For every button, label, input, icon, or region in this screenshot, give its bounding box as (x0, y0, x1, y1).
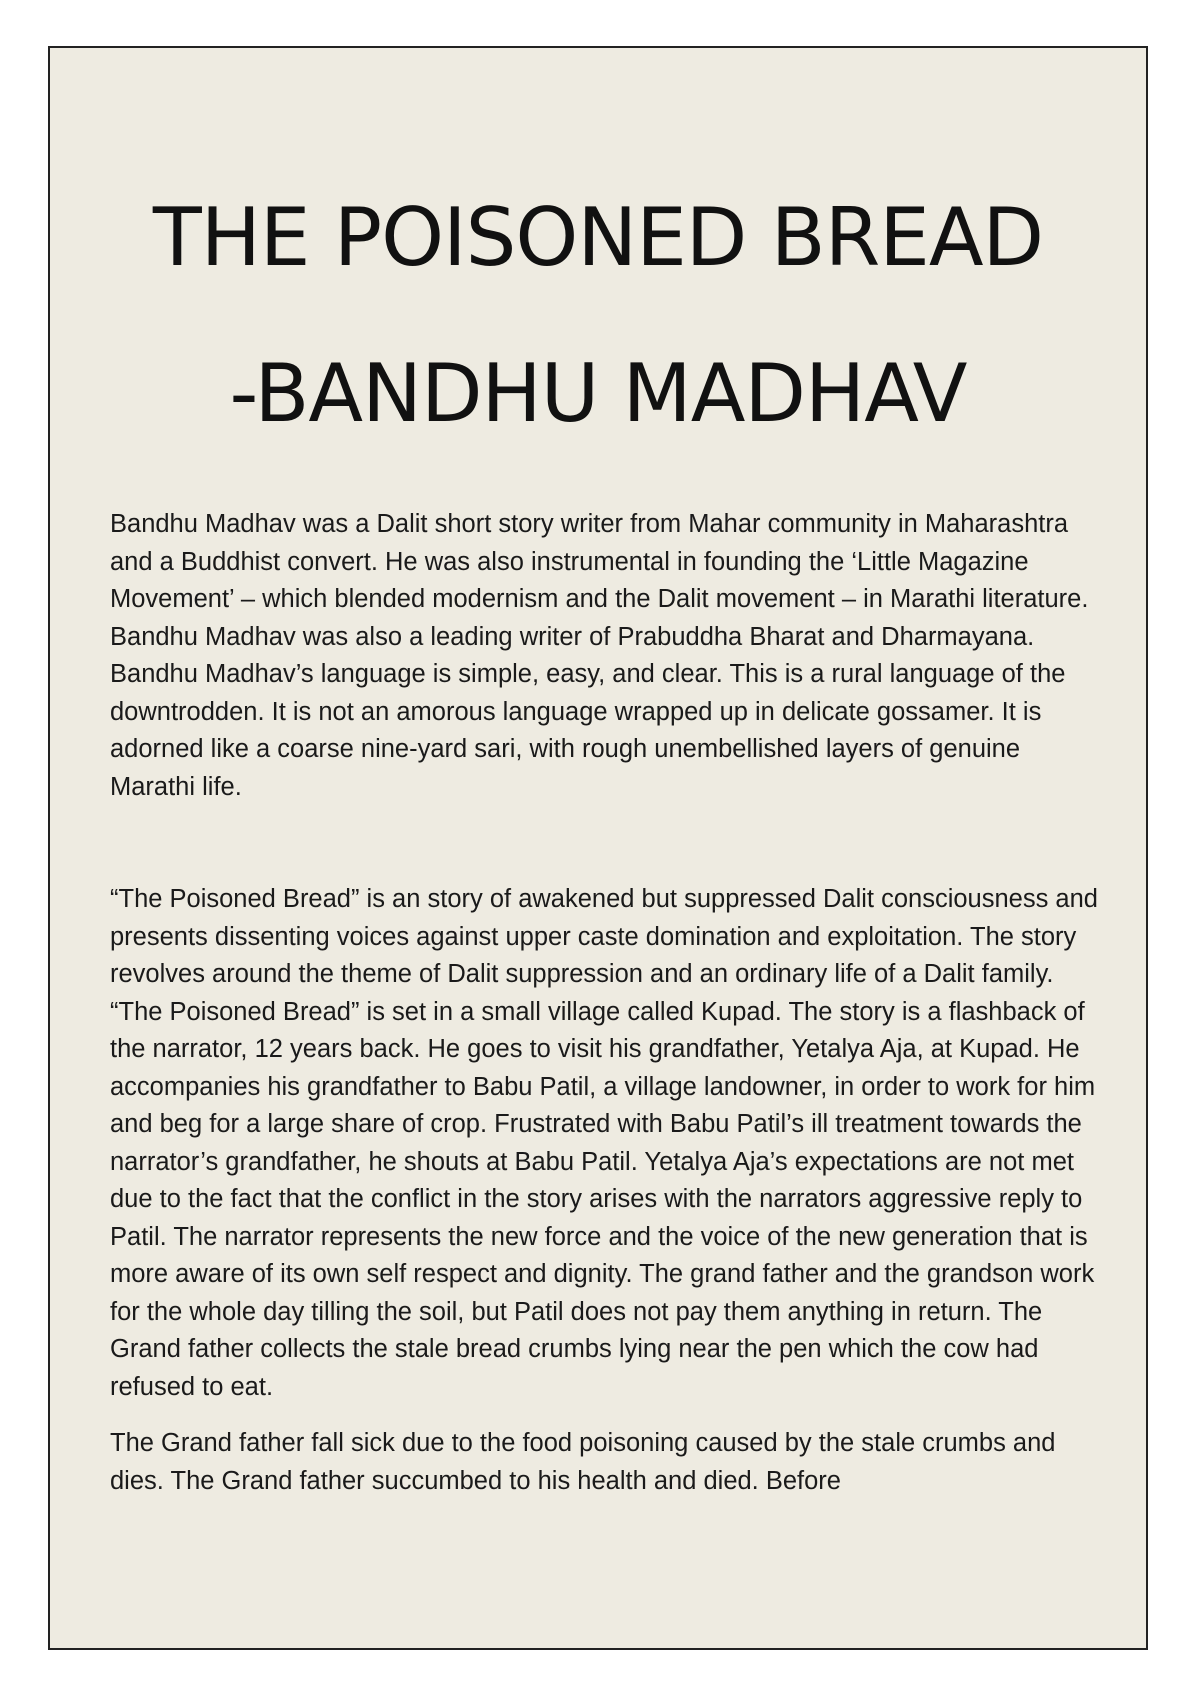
document-body (110, 506, 1110, 1500)
title-block (50, 160, 1146, 472)
document-title: THE POISONED BREAD (152, 191, 1044, 284)
page-frame (48, 46, 1148, 1650)
paragraph-continuation: The Grand father fall sick due to the food poisoning caused by the stale crumbs and dies. The Grand father succumbed to his health and died. Before (110, 1429, 1056, 1495)
paragraph-intro: Bandhu Madhav was a Dalit short story writer from Mahar community in Maharashtra and a Buddhist convert. He was also instrumental in founding the ‘Little Magazine Movement’ – which blended modernism and the Dalit movement – in Marathi literature. Bandhu Madhav was also a leading writer of Prabuddha Bharat and Dharmayana. Bandhu Madhav’s language is simple, easy, and clear. This is a rural language of the downtrodden. It is not an amorous language wrapped up in delicate gossamer. It is adorned like a coarse nine-yard sari, with rough unembellished layers of genuine Marathi life. (110, 510, 1089, 801)
paragraph-summary: “The Poisoned Bread” is an story of awakened but suppressed Dalit consciousness and presents dissenting voices against upper caste domination and exploitation. The story revolves around the theme of Dalit suppression and an ordinary life of a Dalit family. “The Poisoned Bread” is set in a small village called Kupad. The story is a flashback of the narrator, 12 years back. He goes to visit his grandfather, Yetalya Aja, at Kupad. He accompanies his grandfather to Babu Patil, a village landowner, in order to work for him and beg for a large share of crop. Frustrated with Babu Patil’s ill treatment towards the narrator’s grandfather, he shouts at Babu Patil. Yetalya Aja’s expectations are not met due to the fact that the conflict in the story arises with the narrators aggressive reply to Patil. The narrator represents the new force and the voice of the new generation that is more aware of its own self respect and dignity. The grand father and the grandson work for the whole day tilling the soil, but Patil does not pay them anything in return. The Grand father collects the stale bread crumbs lying near the pen which the cow had refused to eat. (110, 885, 1098, 1401)
document-author: -BANDHU MADHAV (229, 347, 967, 440)
